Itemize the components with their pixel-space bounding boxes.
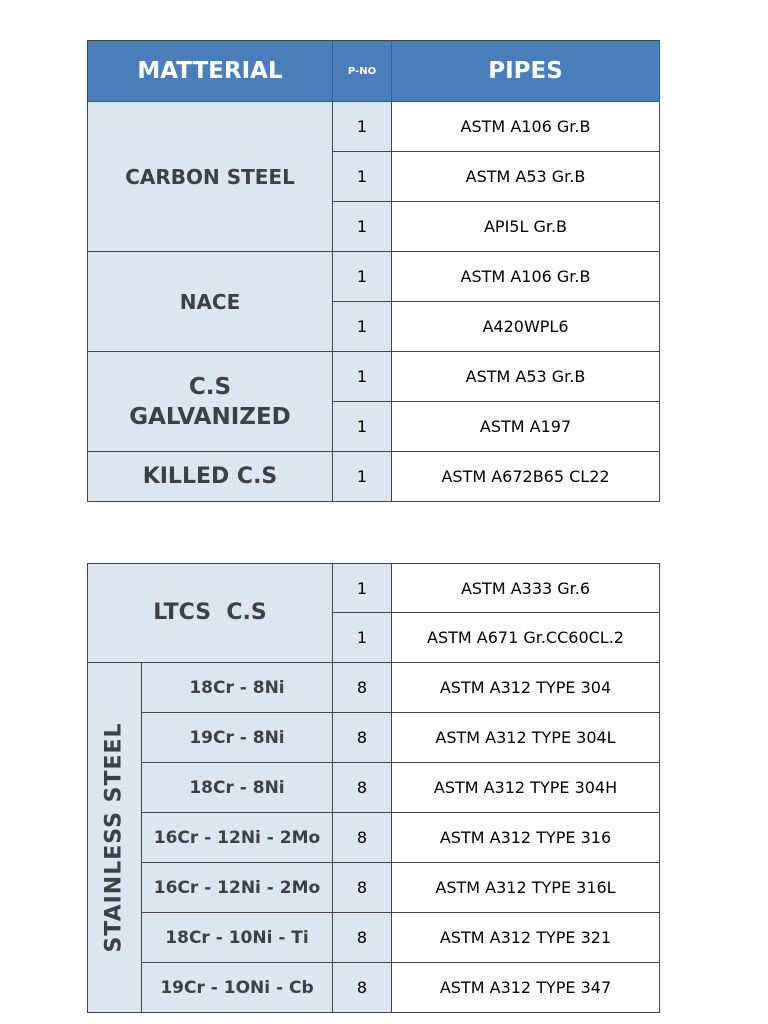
pno-cell: 1 bbox=[333, 613, 392, 663]
pno-cell: 1 bbox=[333, 402, 392, 452]
stainless-steel-label bbox=[87, 663, 142, 1013]
pno-cell: 1 bbox=[333, 302, 392, 352]
pipe-cell: ASTM A672B65 CL22 bbox=[392, 452, 660, 502]
grade-cell: 18Cr - 8Ni bbox=[142, 663, 333, 713]
grade-cell: 18Cr - 10Ni - Ti bbox=[142, 913, 333, 963]
pipe-cell: ASTM A671 Gr.CC60CL.2 bbox=[392, 613, 660, 663]
material-table-2 bbox=[87, 563, 660, 1013]
pno-cell: 1 bbox=[333, 152, 392, 202]
pno-cell: 1 bbox=[333, 202, 392, 252]
pipe-cell: ASTM A53 Gr.B bbox=[392, 352, 660, 402]
pipe-cell: ASTM A53 Gr.B bbox=[392, 152, 660, 202]
pno-cell: 8 bbox=[333, 813, 392, 863]
pipe-cell: ASTM A312 TYPE 304L bbox=[392, 713, 660, 763]
pipe-cell: ASTM A197 bbox=[392, 402, 660, 452]
material-cell: KILLED C.S bbox=[87, 452, 333, 502]
pno-cell: 1 bbox=[333, 102, 392, 152]
pipe-cell: API5L Gr.B bbox=[392, 202, 660, 252]
pno-cell: 1 bbox=[333, 452, 392, 502]
grade-cell: 16Cr - 12Ni - 2Mo bbox=[142, 863, 333, 913]
pipe-cell: ASTM A312 TYPE 304H bbox=[392, 763, 660, 813]
material-cell: LTCS C.S bbox=[87, 563, 333, 663]
material-cell: NACE bbox=[87, 252, 333, 352]
grade-cell: 19Cr - 1ONi - Cb bbox=[142, 963, 333, 1013]
pipe-cell: ASTM A312 TYPE 316 bbox=[392, 813, 660, 863]
pno-cell: 1 bbox=[333, 563, 392, 613]
pipe-cell: ASTM A312 TYPE 316L bbox=[392, 863, 660, 913]
pipe-cell: ASTM A312 TYPE 321 bbox=[392, 913, 660, 963]
pno-cell: 8 bbox=[333, 763, 392, 813]
pipe-cell: ASTM A106 Gr.B bbox=[392, 102, 660, 152]
grade-cell: 16Cr - 12Ni - 2Mo bbox=[142, 813, 333, 863]
pno-cell: 8 bbox=[333, 913, 392, 963]
pno-cell: 8 bbox=[333, 963, 392, 1013]
header-material: MATTERIAL bbox=[87, 40, 333, 102]
pno-cell: 8 bbox=[333, 713, 392, 763]
material-cell: C.S GALVANIZED bbox=[87, 352, 333, 452]
pno-cell: 8 bbox=[333, 863, 392, 913]
pipe-cell: A420WPL6 bbox=[392, 302, 660, 352]
pipe-cell: ASTM A312 TYPE 304 bbox=[392, 663, 660, 713]
header-pno: P-NO bbox=[333, 40, 392, 102]
pipe-cell: ASTM A106 Gr.B bbox=[392, 252, 660, 302]
pipe-cell: ASTM A333 Gr.6 bbox=[392, 563, 660, 613]
pipe-cell: ASTM A312 TYPE 347 bbox=[392, 963, 660, 1013]
stainless-steel-text: STAINLESS STEEL bbox=[102, 722, 128, 953]
material-cell: CARBON STEEL bbox=[87, 102, 333, 252]
material-table-1 bbox=[87, 40, 660, 502]
grade-cell: 18Cr - 8Ni bbox=[142, 763, 333, 813]
pno-cell: 1 bbox=[333, 252, 392, 302]
header-pipes: PIPES bbox=[392, 40, 660, 102]
pno-cell: 8 bbox=[333, 663, 392, 713]
grade-cell: 19Cr - 8Ni bbox=[142, 713, 333, 763]
pno-cell: 1 bbox=[333, 352, 392, 402]
